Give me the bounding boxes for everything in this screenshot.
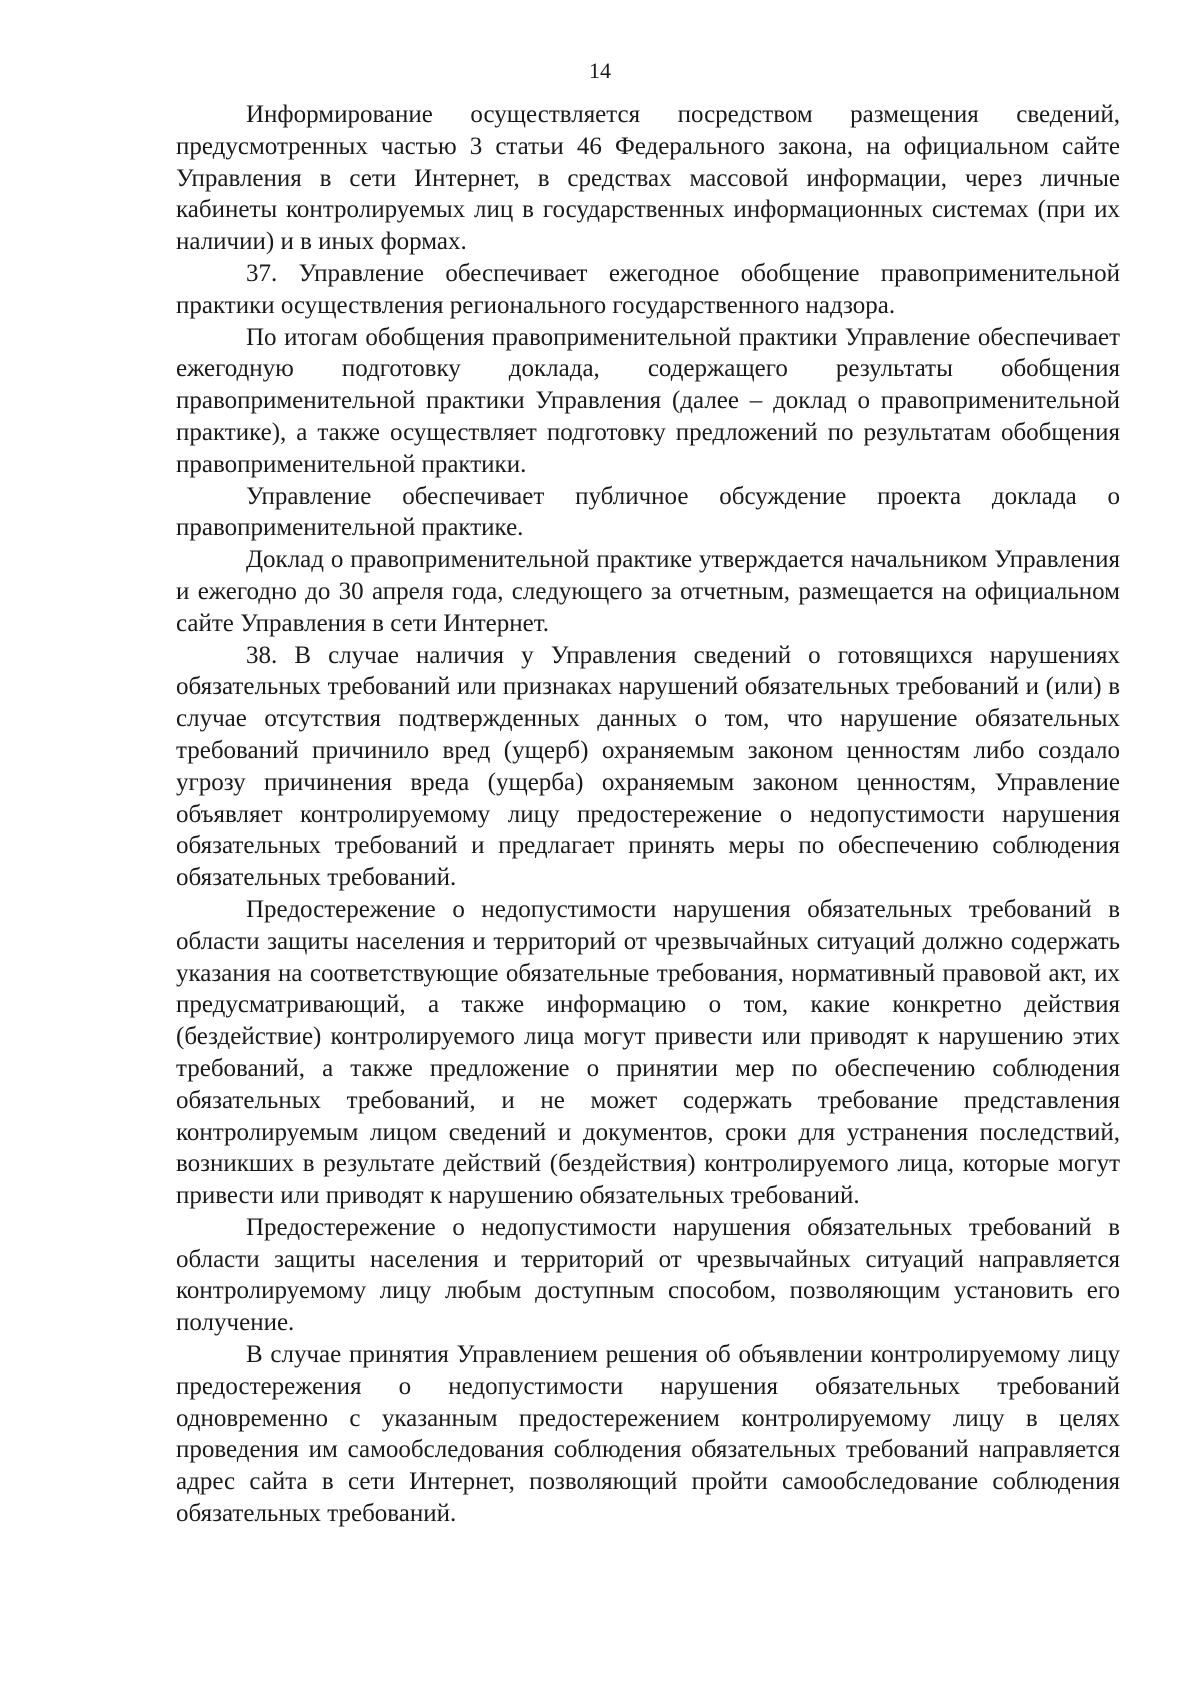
paragraph-report-approval: Доклад о правоприменительной практике утверждается начальником Управления и ежегодно до 30 апреля года, следующего за отчетным, размещается на официальном сайте Управления в сети Интернет. bbox=[176, 546, 1120, 637]
paragraph-warning-content: Предостережение о недопустимости нарушения обязательных требований в области защиты населения и территорий от чрезвычайных ситуаций должно содержать указания на соответствующие обязательные требования, нормативный правовой акт, их предусматривающий, а также информацию о том, какие конкретно действия (бездействие) контролируемого лица могут привести или приводят к нарушению этих требований, а также предложение о принятии мер по обеспечению соблюдения обязательных требований, и не может содержать требование представления контролируемым лицом сведений и документов, сроки для устранения последствий, возникших в результате действий (бездействия) контролируемого лица, которые могут привести или приводят к нарушению обязательных требований. bbox=[176, 895, 1120, 1210]
paragraph-public-discussion: Управление обеспечивает публичное обсуждение проекта доклада о правоприменительной практике. bbox=[176, 482, 1120, 542]
paragraph-38: 38. В случае наличия у Управления сведений о готовящихся нарушениях обязательных требований или признаках нарушений обязательных требований и (или) в случае отсутствия подтвержденных данных о том, что нарушение обязательных требований причинило вред (ущерб) охраняемым законом ценностям либо создало угрозу причинения вреда (ущерба) охраняемым законом ценностям, Управление объявляет контролируемому лицу предостережение о недопустимости нарушения обязательных требований и предлагает принять меры по обеспечению соблюдения обязательных требований. bbox=[176, 641, 1120, 892]
paragraph-warning-delivery: Предостережение о недопустимости нарушения обязательных требований в области защиты населения и территорий от чрезвычайных ситуаций направляется контролируемому лицу любым доступным способом, позволяющим установить его получение. bbox=[176, 1213, 1120, 1337]
document-body bbox=[176, 99, 1120, 1530]
paragraph-informing: Информирование осуществляется посредством размещения сведений, предусмотренных частью 3 статьи 46 Федерального закона, на официальном сайте Управления в сети Интернет, в средствах массовой информации, через личные кабинеты контролируемых лиц в государственных информационных системах (при их наличии) и в иных формах. bbox=[176, 101, 1120, 256]
paragraph-report-preparation: По итогам обобщения правоприменительной практики Управление обеспечивает ежегодную подготовку доклада, содержащего результаты обобщения правоприменительной практики Управления (далее – доклад о правоприменительной практике), а также осуществляет подготовку предложений по результатам обобщения правоприменительной практики. bbox=[176, 323, 1120, 478]
page-number: 14 bbox=[589, 58, 611, 83]
paragraph-self-inspection: В случае принятия Управлением решения об объявлении контролируемому лицу предостережения о недопустимости нарушения обязательных требований одновременно с указанным предостережением контролируемому лицу в целях проведения им самообследования соблюдения обязательных требований направляется адрес сайта в сети Интернет, позволяющий пройти самообследование соблюдения обязательных требований. bbox=[176, 1341, 1120, 1528]
paragraph-37: 37. Управление обеспечивает ежегодное обобщение правоприменительной практики осуществления регионального государственного надзора. bbox=[176, 259, 1120, 319]
